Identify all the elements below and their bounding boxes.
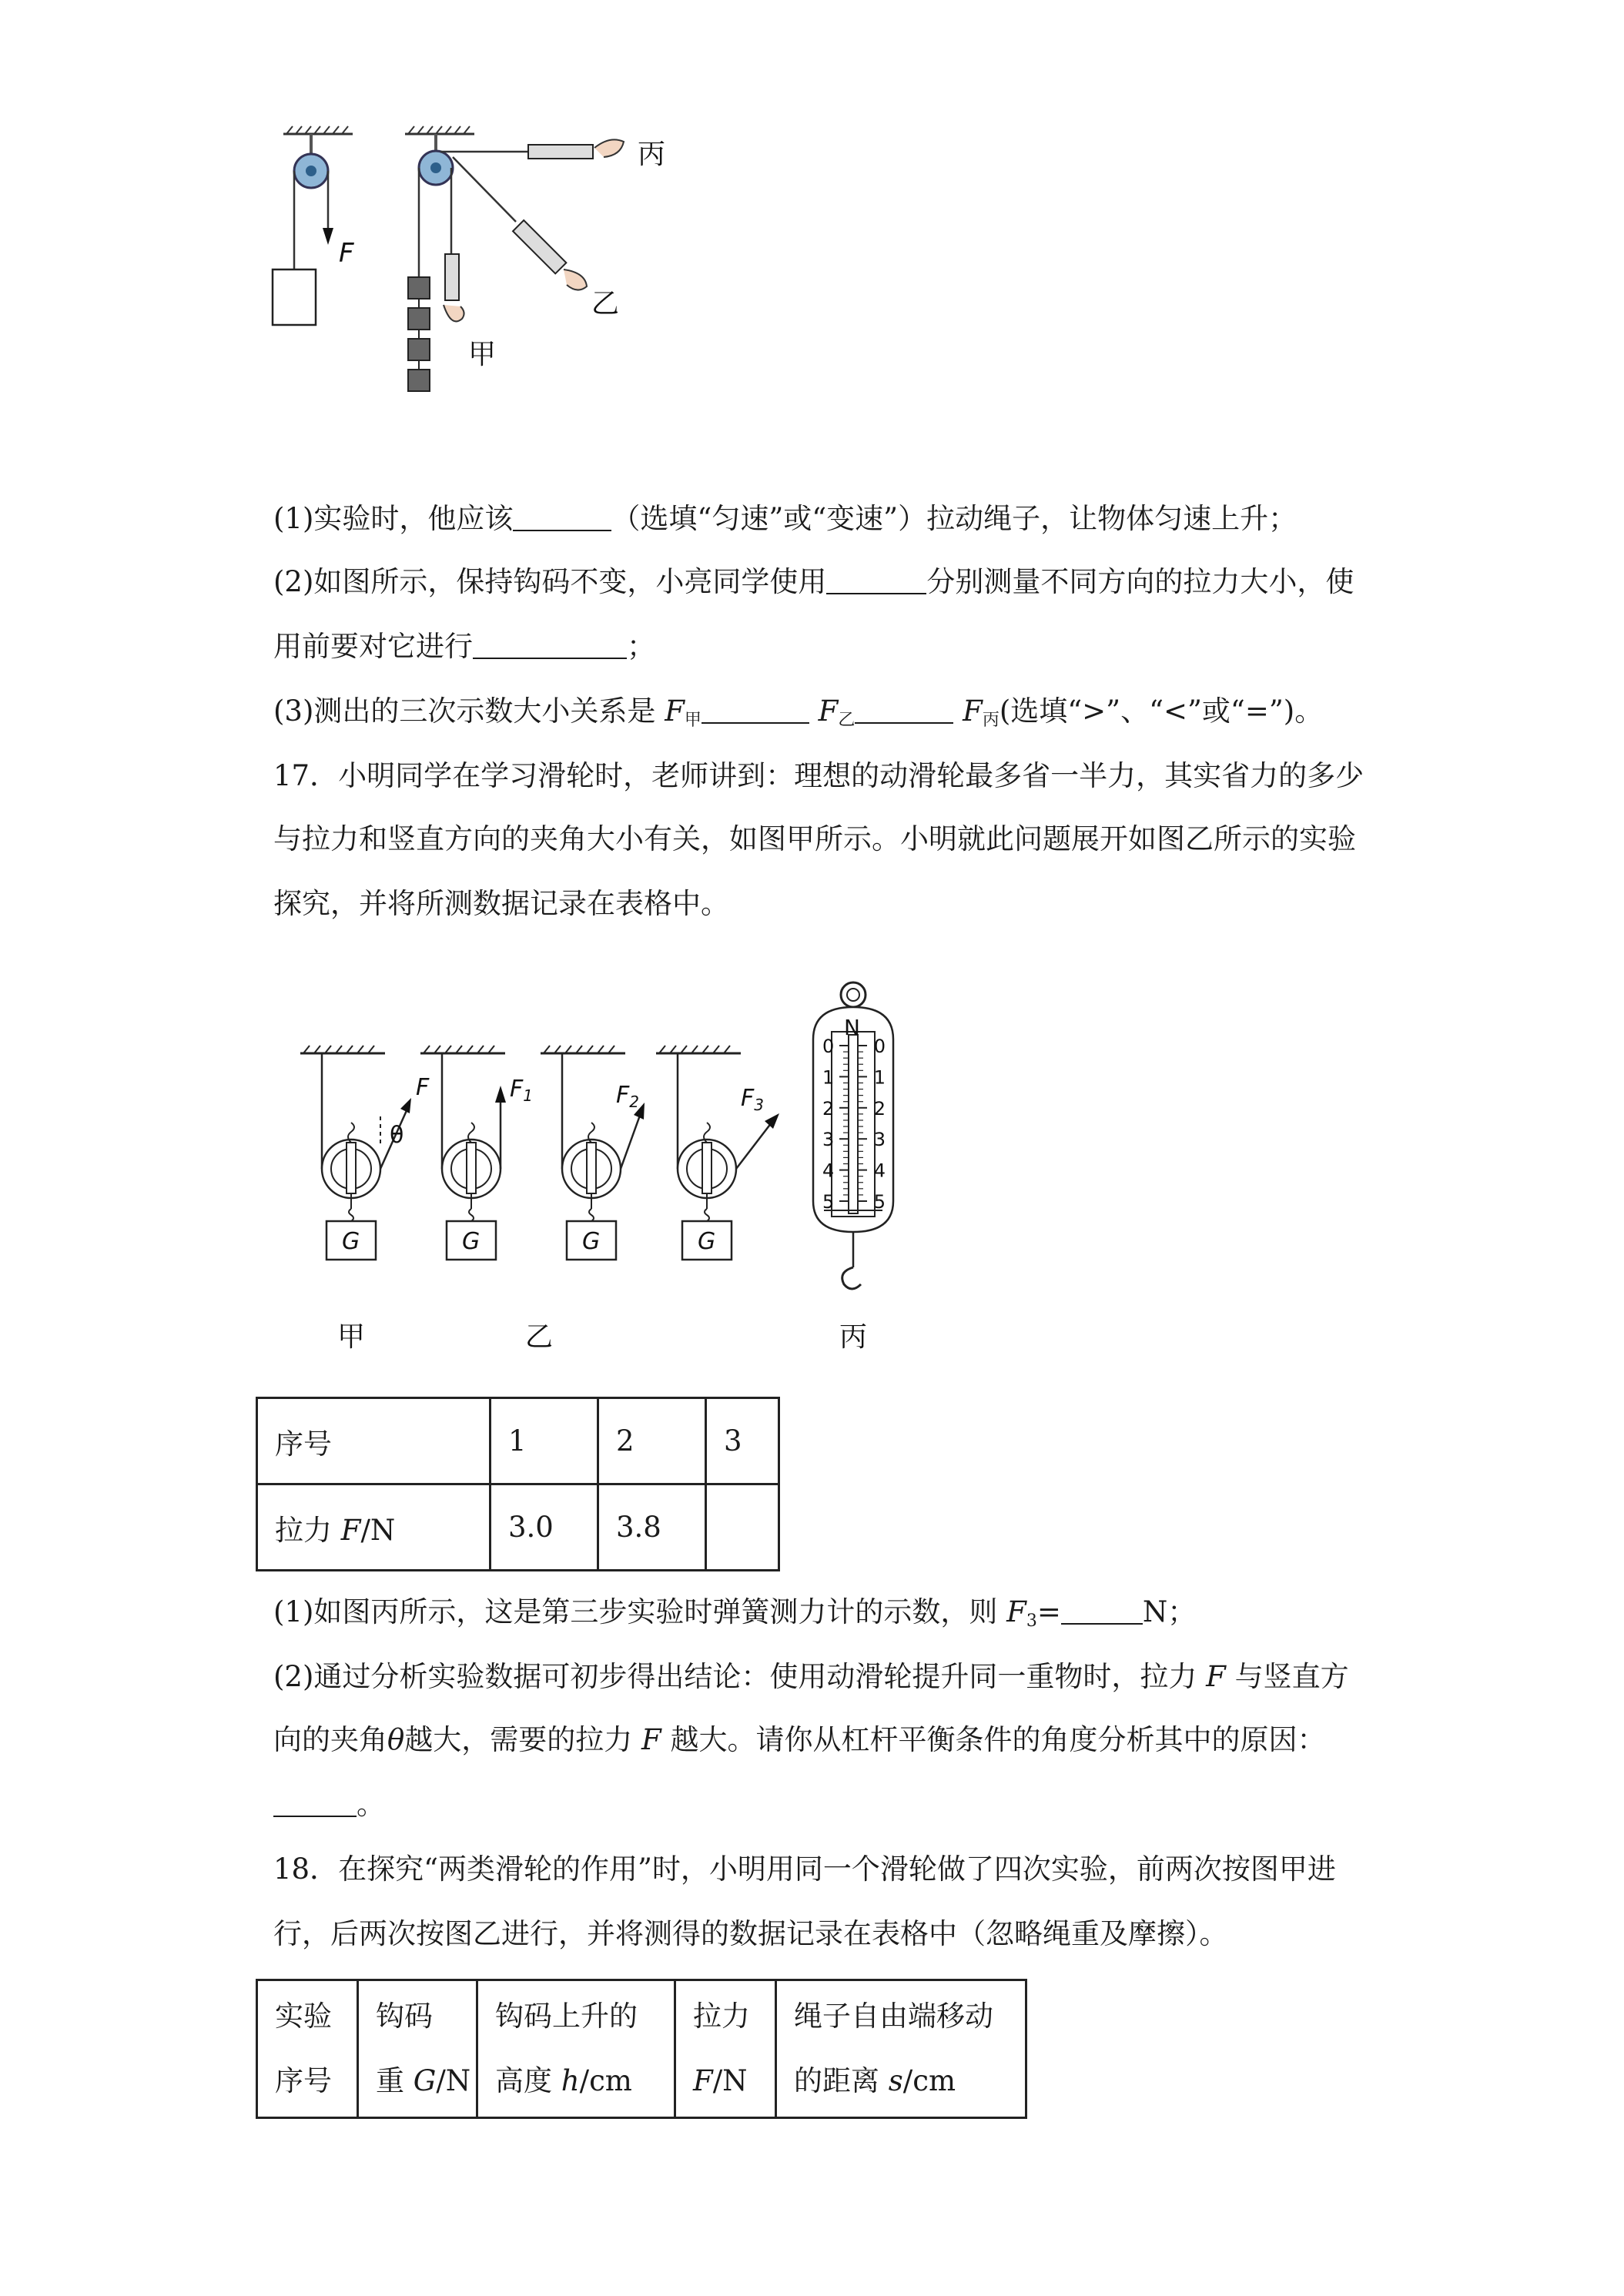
table-cell: 2 — [598, 1398, 706, 1484]
scale-number: 0 — [873, 1036, 886, 1057]
q18-stem-line2: 行，后两次按图乙进行，并将测得的数据记录在表格中（忽略绳重及摩擦）。 — [273, 1917, 1228, 1950]
caption-yi: 乙 — [524, 1321, 554, 1353]
table-header-cell: 实验 序号 — [257, 1980, 358, 2118]
table-cell: 序号 — [257, 1398, 491, 1484]
table-header-cell: 拉力 F/N — [675, 1980, 776, 2118]
load-block — [273, 269, 316, 325]
hook-weights-stack — [408, 277, 430, 391]
q17-part2-line1: (2)通过分析实验数据可初步得出结论：使用动滑轮提升同一重物时，拉力 F 与竖直方 — [273, 1660, 1349, 1693]
q17-stem-line3: 探究，并将所测数据记录在表格中。 — [273, 887, 729, 920]
q17-part2-line2: 向的夹角θ越大，需要的拉力 F 越大。请你从杠杆平衡条件的角度分析其中的原因： — [273, 1723, 1326, 1756]
scale-number: 1 — [822, 1066, 835, 1089]
scale-number: 2 — [873, 1097, 886, 1120]
q16-part2-line1: (2)如图所示，保持钩码不变，小亮同学使用 分别测量不同方向的拉力大小，使 — [273, 565, 1354, 598]
scale-unit-N: N — [844, 1015, 860, 1040]
weight-label-G: G — [462, 1228, 481, 1255]
caption-jia: 甲 — [337, 1321, 366, 1353]
fixed-pulley-left — [294, 134, 328, 188]
table-cell: 拉力 F/N — [257, 1484, 491, 1571]
scale-number: 2 — [822, 1097, 835, 1120]
answer-blank[interactable] — [273, 1792, 357, 1817]
pulley-apparatus-figure — [262, 123, 693, 416]
hand-bing-icon — [594, 139, 624, 157]
spring-scale-jia — [445, 254, 459, 300]
q17-data-table — [256, 1397, 780, 1571]
q16-part2-line2: 用前要对它进行 ； — [273, 630, 655, 663]
table-cell: 1 — [491, 1398, 598, 1484]
pulley-setup-3 — [656, 1046, 779, 1221]
q17-stem-line1: 17．小明同学在学习滑轮时，老师讲到：理想的动滑轮最多省一半力，其实省力的多少 — [273, 759, 1364, 792]
movable-pulley-figure — [293, 970, 924, 1371]
scale-number: 3 — [873, 1129, 886, 1151]
q18-data-table — [256, 1979, 1027, 2119]
scale-number: 1 — [873, 1066, 886, 1089]
spring-scale-yi — [513, 220, 566, 273]
label-yi: 乙 — [591, 288, 620, 320]
hand-yi-icon — [564, 269, 587, 290]
q17-part1: (1)如图丙所示，这是第三步实验时弹簧测力计的示数，则 $F_3= N$； — [273, 1595, 1197, 1631]
q17-part2-line3: 。 — [273, 1786, 385, 1823]
scale-number: 0 — [822, 1036, 835, 1057]
theta-label: θ — [390, 1122, 404, 1149]
table-cell: 3 — [706, 1398, 779, 1484]
scale-number: 3 — [822, 1129, 835, 1151]
table-header-cell: 钩码上升的 高度 h/cm — [477, 1980, 675, 2118]
answer-blank[interactable] — [513, 507, 611, 531]
force-label-F3: $F_3$ — [741, 1085, 764, 1114]
weight-label-G: G — [582, 1228, 601, 1255]
scale-number: 5 — [822, 1191, 835, 1213]
weight-label-G: G — [698, 1228, 716, 1255]
table-header-cell: 钩码 重 G/N — [358, 1980, 477, 2118]
weight-label-G: G — [342, 1228, 360, 1255]
pulley-setup-2 — [541, 1046, 645, 1221]
label-jia: 甲 — [468, 339, 497, 370]
caption-bing: 丙 — [839, 1321, 868, 1353]
q16-part1: (1)实验时，他应该 （选填“匀速”或“变速”）拉动绳子，让物体匀速上升； — [273, 502, 1298, 535]
ceiling-hatch-right — [405, 126, 474, 134]
hand-jia-icon — [444, 305, 464, 321]
scale-number: 4 — [873, 1160, 886, 1182]
force-label-F1: $F_1$ — [510, 1076, 533, 1105]
table-header-cell: 绳子自由端移动 的距离 s/cm — [776, 1980, 1026, 2118]
table-cell: 3.0 — [491, 1484, 598, 1571]
table-cell-empty[interactable] — [706, 1484, 779, 1571]
force-label-F: F — [416, 1074, 430, 1101]
force-label-F: F — [339, 238, 354, 269]
table-cell: 3.8 — [598, 1484, 706, 1571]
force-label-F2: $F_2$ — [616, 1082, 639, 1111]
scale-number: 4 — [822, 1160, 835, 1182]
answer-blank[interactable] — [826, 570, 926, 594]
arrow-down-icon — [323, 228, 333, 245]
answer-blank[interactable] — [702, 699, 809, 724]
fixed-pulley-right — [419, 134, 453, 185]
answer-blank[interactable] — [473, 634, 627, 659]
ceiling-hatch-left — [283, 126, 353, 134]
label-bing: 丙 — [638, 139, 666, 170]
pulley-setup-1 — [420, 1046, 506, 1221]
q16-part3: (3)测出的三次示数大小关系是 $F_甲$ $F_乙$ $F_丙$(选填“>”、“<”或“=”)。 — [273, 694, 1324, 730]
answer-blank[interactable] — [1061, 1600, 1143, 1625]
spring-scale-bing — [528, 145, 593, 159]
answer-blank[interactable] — [855, 699, 953, 724]
q18-stem-line1: 18．在探究“两类滑轮的作用”时，小明用同一个滑轮做了四次实验，前两次按图甲进 — [273, 1853, 1336, 1886]
scale-number: 5 — [873, 1191, 886, 1213]
q17-stem-line2: 与拉力和竖直方向的夹角大小有关，如图甲所示。小明就此问题展开如图乙所示的实验 — [273, 822, 1356, 855]
